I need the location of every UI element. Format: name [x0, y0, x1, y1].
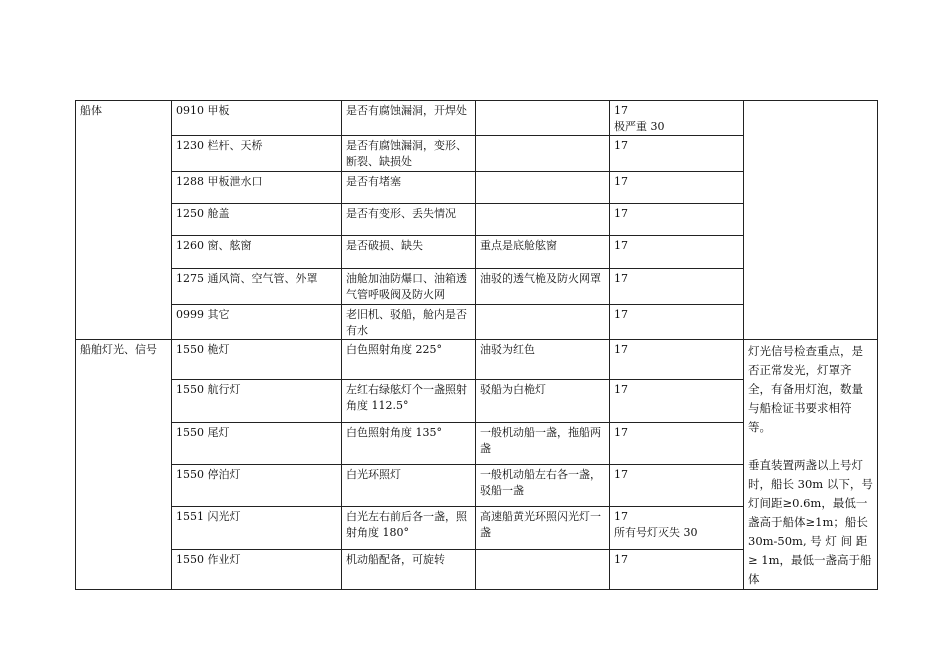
item-cell: 0999 其它	[172, 305, 342, 340]
code-note: 所有号灯灭失 30	[614, 526, 698, 540]
table-body	[76, 101, 878, 590]
key-point-cell: 油驳为红色	[476, 340, 610, 380]
defect-code: 17	[614, 383, 628, 397]
item-cell: 1260 窗、舷窗	[172, 236, 342, 269]
defect-code: 17	[614, 343, 628, 356]
category-cell: 船体	[76, 101, 172, 340]
standard-cell: 是否破损、缺失	[342, 236, 476, 269]
item-cell: 1550 航行灯	[172, 380, 342, 422]
standard-cell: 是否有堵塞	[342, 172, 476, 204]
defect-code: 17	[614, 467, 628, 481]
key-point-cell: 一般机动船一盏，拖船两盏	[476, 422, 610, 464]
standard-cell: 机动船配备，可旋转	[342, 549, 476, 589]
table-row	[76, 340, 878, 380]
item-cell: 1275 通风筒、空气管、外罩	[172, 269, 342, 305]
key-point-cell	[476, 136, 610, 172]
standard-cell: 油舱加油防爆口、油箱透气管呼吸阀及防火网	[342, 269, 476, 305]
key-point-cell: 驳船为白桅灯	[476, 380, 610, 422]
code-cell	[610, 136, 744, 172]
item-cell: 1250 舱盖	[172, 204, 342, 236]
defect-code: 17	[614, 552, 628, 566]
key-point-cell: 重点是底舱舷窗	[476, 236, 610, 269]
standard-cell: 白光环照灯	[342, 464, 476, 506]
key-point-cell	[476, 549, 610, 589]
inspection-table	[75, 100, 878, 590]
standard-cell: 白色照射角度 135°	[342, 422, 476, 464]
key-point-cell	[476, 172, 610, 204]
code-cell	[610, 340, 744, 380]
defect-code: 17	[614, 207, 628, 220]
remark-cell	[744, 340, 878, 590]
item-cell: 0910 甲板	[172, 101, 342, 136]
standard-cell: 左红右绿舷灯个一盏照射角度 112.5°	[342, 380, 476, 422]
code-cell	[610, 204, 744, 236]
defect-code: 17	[614, 139, 628, 152]
defect-code: 17	[614, 104, 628, 117]
code-note: 极严重 30	[614, 120, 665, 133]
standard-cell: 白光左右前后各一盏，照射角度 180°	[342, 507, 476, 549]
defect-code: 17	[614, 175, 628, 188]
item-cell: 1288 甲板泄水口	[172, 172, 342, 204]
code-cell	[610, 305, 744, 340]
key-point-cell: 一般机动船左右各一盏，驳船一盏	[476, 464, 610, 506]
paragraph-gap	[748, 437, 873, 456]
standard-cell: 白色照射角度 225°	[342, 340, 476, 380]
defect-code: 17	[614, 425, 628, 439]
remark-cell	[744, 101, 878, 340]
item-cell: 1230 栏杆、天桥	[172, 136, 342, 172]
code-cell	[610, 422, 744, 464]
code-cell	[610, 380, 744, 422]
item-cell: 1550 停泊灯	[172, 464, 342, 506]
defect-code: 17	[614, 239, 628, 252]
remark-paragraph: 垂直装置两盏以上号灯时，船长 30m 以下，号灯间距≥0.6m，最低一盏高于船体≥1m；船长 30m-50m, 号 灯 间 距 ≥ 1m，最低一盏高于船体	[748, 458, 873, 586]
item-cell: 1550 尾灯	[172, 422, 342, 464]
defect-code: 17	[614, 308, 628, 321]
defect-code: 17	[614, 272, 628, 285]
remark-paragraph: 灯光信号检查重点，是否正常发光，灯罩齐全，有备用灯泡，数量与船检证书要求相符等。	[748, 344, 863, 434]
code-cell	[610, 101, 744, 136]
code-cell	[610, 549, 744, 589]
standard-cell: 是否有变形、丢失情况	[342, 204, 476, 236]
code-cell	[610, 507, 744, 549]
key-point-cell	[476, 305, 610, 340]
item-cell: 1551 闪光灯	[172, 507, 342, 549]
key-point-cell	[476, 204, 610, 236]
item-cell: 1550 作业灯	[172, 549, 342, 589]
key-point-cell: 高速船黄光环照闪光灯一盏	[476, 507, 610, 549]
key-point-cell: 油驳的透气桅及防火网罩	[476, 269, 610, 305]
table-row	[76, 101, 878, 136]
standard-cell: 是否有腐蚀漏洞，开焊处	[342, 101, 476, 136]
category-cell: 船舶灯光、信号	[76, 340, 172, 590]
defect-code: 17	[614, 510, 628, 524]
key-point-cell	[476, 101, 610, 136]
code-cell	[610, 172, 744, 204]
code-cell	[610, 464, 744, 506]
code-cell	[610, 236, 744, 269]
code-cell	[610, 269, 744, 305]
item-cell: 1550 桅灯	[172, 340, 342, 380]
standard-cell: 老旧机、驳船，舱内是否有水	[342, 305, 476, 340]
standard-cell: 是否有腐蚀漏洞，变形、断裂、缺损处	[342, 136, 476, 172]
